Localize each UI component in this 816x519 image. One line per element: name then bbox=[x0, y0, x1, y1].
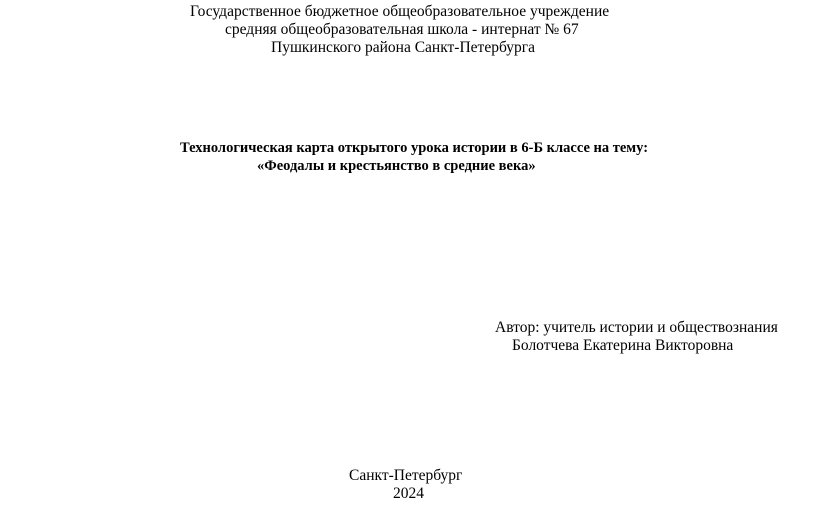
institution-line-2: средняя общеобразовательная школа - интернат № 67 bbox=[225, 21, 579, 38]
footer-city: Санкт-Петербург bbox=[349, 467, 463, 484]
institution-line-1: Государственное бюджетное общеобразовательное учреждение bbox=[190, 3, 610, 20]
footer-year: 2024 bbox=[393, 485, 424, 502]
title-line-1: Технологическая карта открытого урока истории в 6-Б классе на тему: bbox=[180, 140, 649, 156]
author-role: Автор: учитель истории и обществознания bbox=[495, 319, 778, 336]
institution-line-3: Пушкинского района Санкт-Петербурга bbox=[271, 39, 535, 56]
author-name: Болотчева Екатерина Викторовна bbox=[512, 337, 734, 354]
title-line-2: «Феодалы и крестьянство в средние века» bbox=[257, 158, 536, 174]
